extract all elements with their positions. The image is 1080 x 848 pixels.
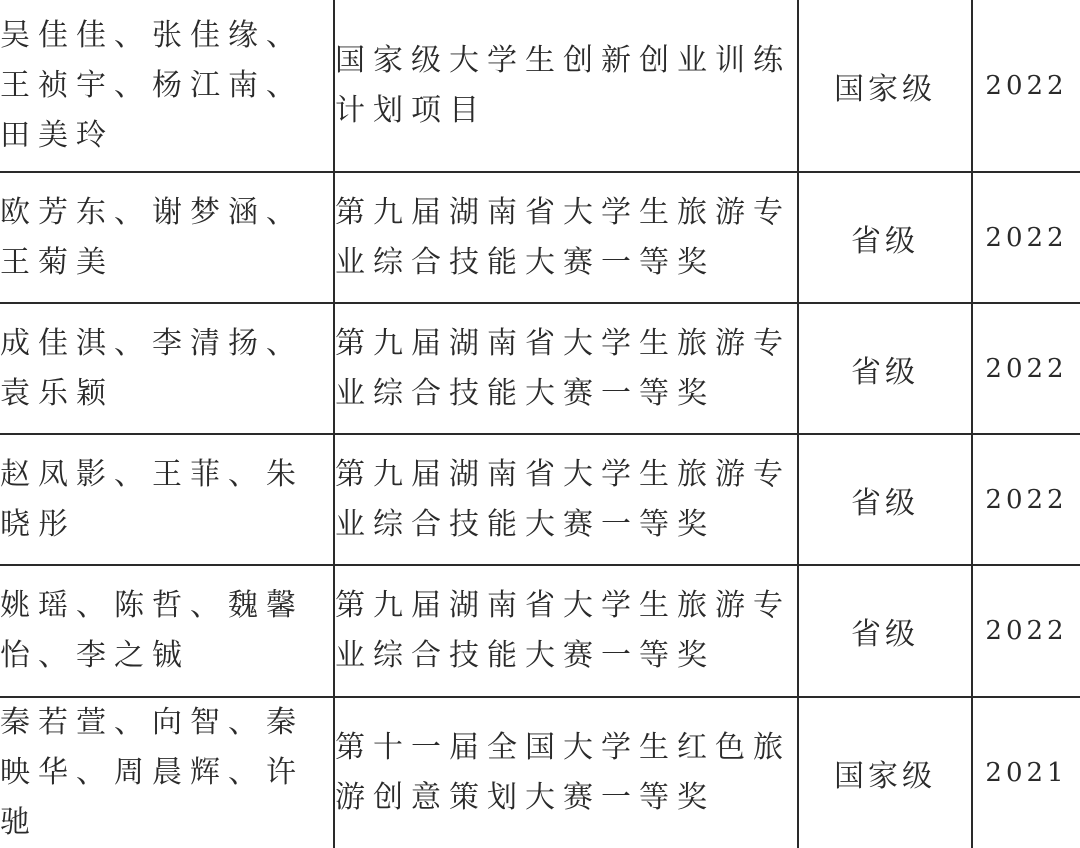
award-year-cell: 2021 (972, 697, 1080, 848)
award-project-cell: 第九届湖南省大学生旅游专业综合技能大赛一等奖 (334, 434, 798, 565)
award-year-cell: 2022 (972, 565, 1080, 697)
table-row (0, 697, 1080, 848)
award-year-cell: 2022 (972, 434, 1080, 565)
team-members-cell: 姚瑶、陈哲、魏馨怡、李之铖 (0, 565, 334, 697)
table-row (0, 0, 1080, 172)
award-year-cell: 2022 (972, 0, 1080, 172)
award-level-cell: 省级 (798, 172, 972, 303)
table-row (0, 565, 1080, 697)
award-level-cell: 省级 (798, 565, 972, 697)
team-members-cell: 赵凤影、王菲、朱晓彤 (0, 434, 334, 565)
award-year-cell: 2022 (972, 303, 1080, 434)
award-project-cell: 国家级大学生创新创业训练计划项目 (334, 0, 798, 172)
award-level-cell: 省级 (798, 303, 972, 434)
award-level-cell: 国家级 (798, 0, 972, 172)
award-level-cell: 省级 (798, 434, 972, 565)
team-members-cell: 欧芳东、谢梦涵、王菊美 (0, 172, 334, 303)
award-project-cell: 第十一届全国大学生红色旅游创意策划大赛一等奖 (334, 697, 798, 848)
table-row (0, 303, 1080, 434)
award-project-cell: 第九届湖南省大学生旅游专业综合技能大赛一等奖 (334, 172, 798, 303)
table-row (0, 172, 1080, 303)
team-members-cell: 秦若萱、向智、秦映华、周晨辉、许驰 (0, 697, 334, 848)
team-members-cell: 吴佳佳、张佳缘、王祯宇、杨江南、田美玲 (0, 0, 334, 172)
award-project-cell: 第九届湖南省大学生旅游专业综合技能大赛一等奖 (334, 303, 798, 434)
table-row (0, 434, 1080, 565)
award-year-cell: 2022 (972, 172, 1080, 303)
team-members-cell: 成佳淇、李清扬、袁乐颖 (0, 303, 334, 434)
award-project-cell: 第九届湖南省大学生旅游专业综合技能大赛一等奖 (334, 565, 798, 697)
award-level-cell: 国家级 (798, 697, 972, 848)
